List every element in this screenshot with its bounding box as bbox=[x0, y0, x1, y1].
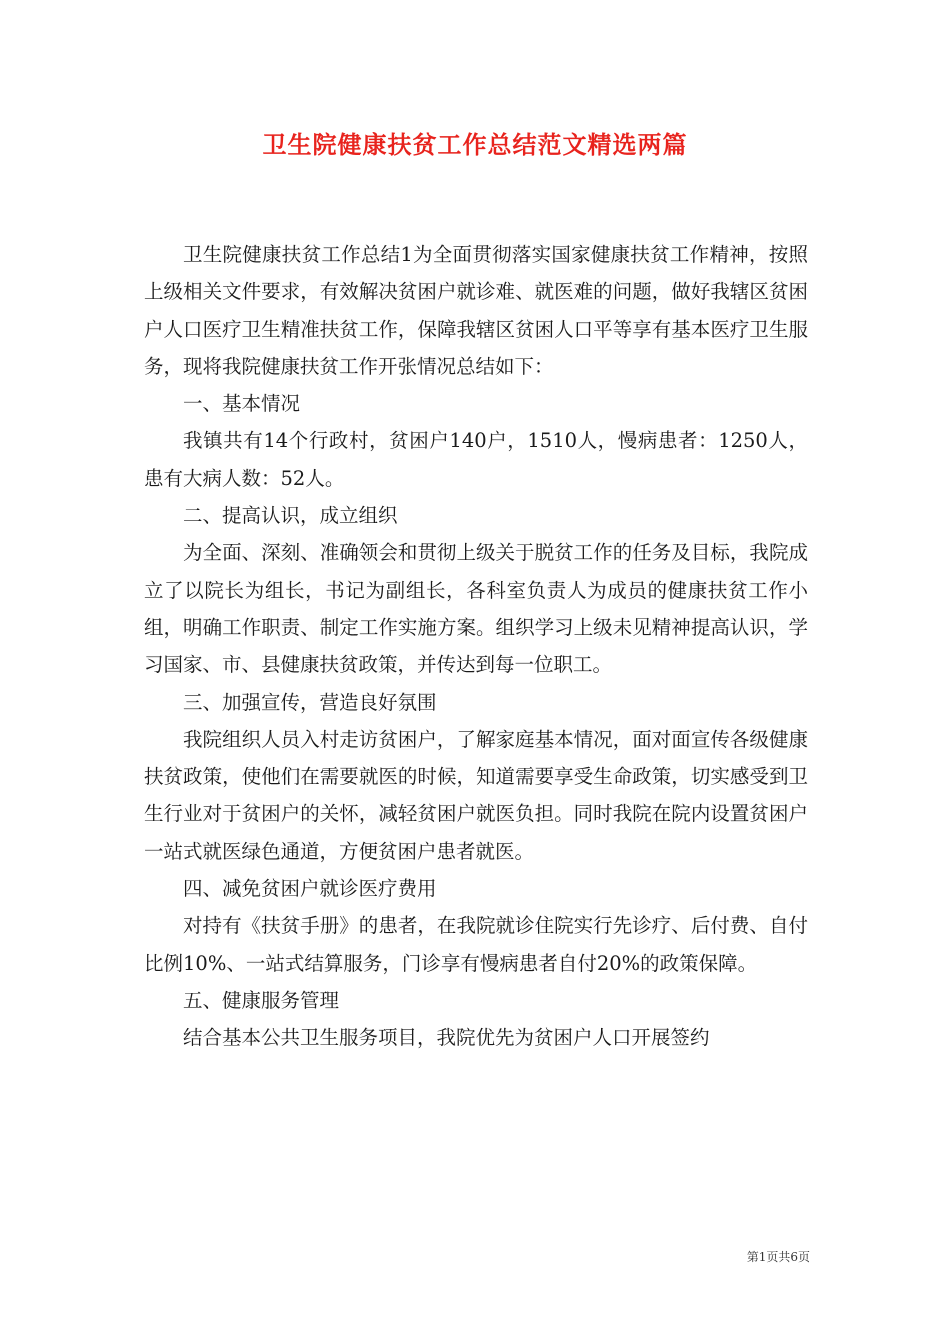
section-heading-4: 四、减免贫困户就诊医疗费用 bbox=[183, 877, 437, 901]
document-title: 卫生院健康扶贫工作总结范文精选两篇 bbox=[262, 130, 688, 159]
section-heading-5: 五、健康服务管理 bbox=[183, 988, 340, 1012]
paragraph-intro: 卫生院健康扶贫工作总结1为全面贯彻落实国家健康扶贫工作精神，按照上级相关文件要求，有效解决贫困户就诊难、就医难的问题，做好我辖区贫困户人口医疗卫生精准扶贫工作，保障我辖区贫困人口平等享有基本医疗卫生服务，现将我院健康扶贫工作开张情况总结如下： bbox=[144, 243, 808, 378]
page-number: 第1页共6页 bbox=[746, 1250, 810, 1264]
paragraph-basic-info: 我镇共有14个行政村，贫困户140户，1510人，慢病患者：1250人，患有大病人数：52人。 bbox=[144, 429, 808, 490]
section-heading-2: 二、提高认识，成立组织 bbox=[183, 504, 398, 528]
paragraph-health-service: 结合基本公共卫生服务项目，我院优先为贫困户人口开展签约 bbox=[183, 1026, 710, 1050]
paragraph-publicity: 我院组织人员入村走访贫困户，了解家庭基本情况，面对面宣传各级健康扶贫政策，使他们在需要就医的时候，知道需要享受生命政策，切实感受到卫生行业对于贫困户的关怀，减轻贫困户就医负担。同时我院在院内设置贫困户一站式就医绿色通道，方便贫困户患者就医。 bbox=[144, 727, 808, 863]
paragraph-organization: 为全面、深刻、准确领会和贯彻上级关于脱贫工作的任务及目标，我院成立了以院长为组长，书记为副组长，各科室负责人为成员的健康扶贫工作小组，明确工作职责、制定工作实施方案。组织学习上级未见精神提高认识，学习国家、市、县健康扶贫政策，并传达到每一位职工。 bbox=[144, 541, 808, 677]
document-body bbox=[144, 236, 808, 1057]
section-heading-3: 三、加强宣传，营造良好氛围 bbox=[183, 690, 437, 714]
paragraph-fee-reduction: 对持有《扶贫手册》的患者，在我院就诊住院实行先诊疗、后付费、自付比例10%、一站式结算服务，门诊享有慢病患者自付20%的政策保障。 bbox=[144, 914, 808, 975]
section-heading-1: 一、基本情况 bbox=[183, 392, 301, 416]
